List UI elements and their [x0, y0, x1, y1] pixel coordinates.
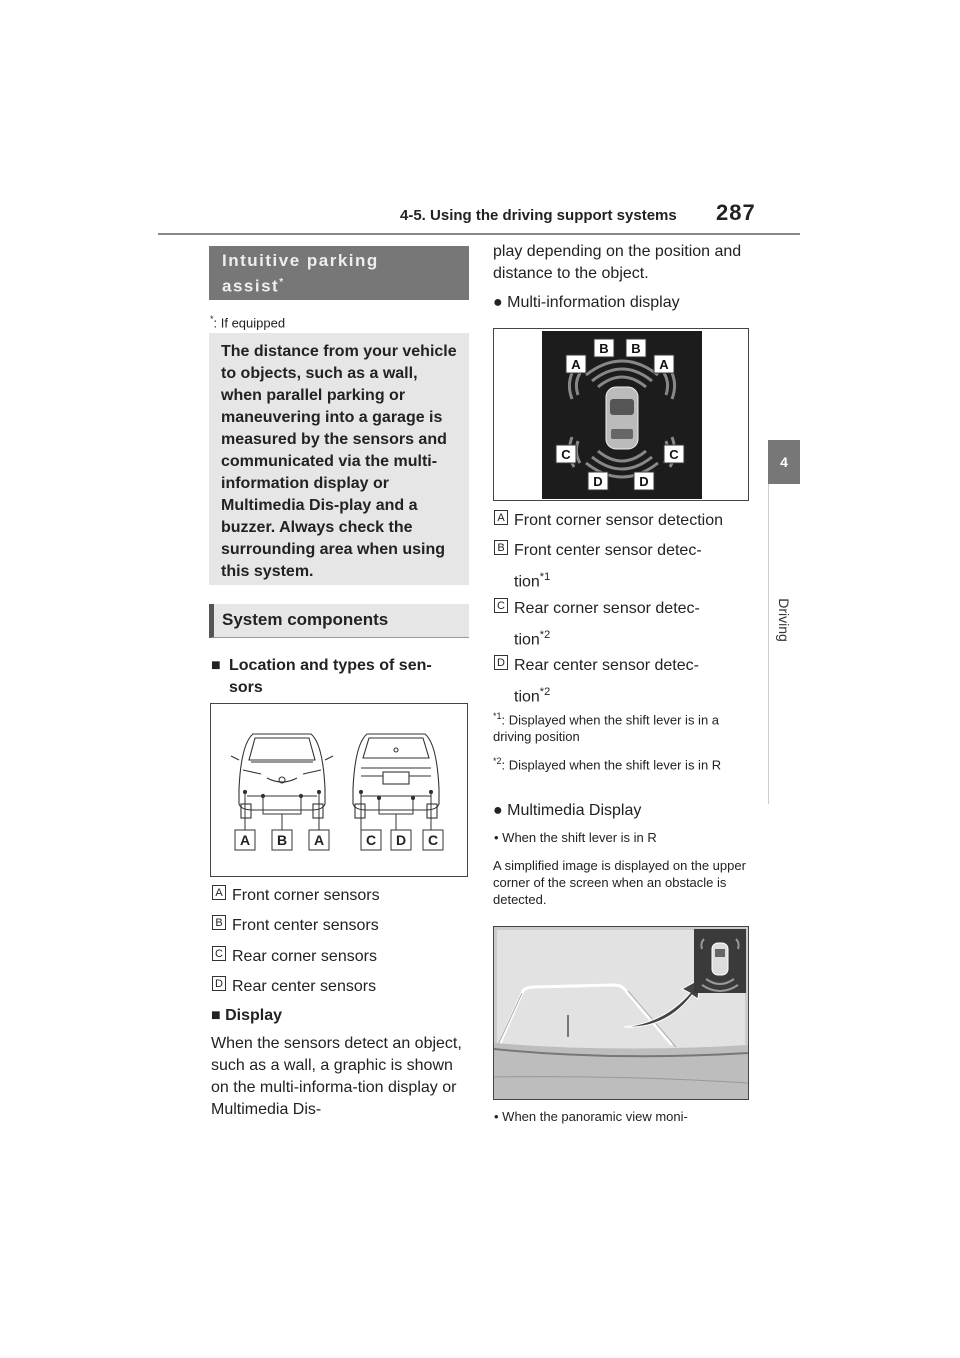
bullet-shift-r: • When the shift lever is in R: [494, 830, 657, 845]
mid-diagram: [494, 329, 748, 500]
equipped-footnote: *: If equipped: [210, 314, 286, 331]
system-components-heading: System components: [209, 604, 469, 638]
bullet-panoramic: • When the panoramic view moni-: [494, 1109, 688, 1124]
legend-item: D Rear center sensors: [212, 976, 376, 998]
intro-box: The distance from your vehicle to objects, such as a wall, when parallel parking or maneuvering into a garage is measured by the sensors and communicated via the multi-information display or Multimedia Dis-play and a buzzer. Always check the surrounding area when using this system.: [209, 333, 469, 585]
legend-item: B Front center sensors: [212, 915, 379, 937]
legend-item: A Front corner sensors: [212, 885, 380, 907]
display-text: When the sensors detect an object, such as a wall, a graphic is shown on the multi-informa-tion display or Multimedia Dis-: [211, 1035, 462, 1118]
display-label: C: [669, 447, 679, 462]
display-label: C: [561, 447, 571, 462]
page-number: 287: [716, 200, 756, 225]
footnote-2: $^{*2}$: Displayed when the shift lever is in R: [493, 756, 722, 773]
sensor-label: C: [365, 832, 377, 848]
chapter-tab: 4: [768, 440, 800, 484]
footnote-1: $^{*1}$: Displayed when the shift lever is in a driving position: [493, 711, 720, 745]
display-label: A: [659, 357, 669, 372]
legend-item: C Rear corner sensors: [212, 946, 377, 968]
sensor-label: B: [276, 832, 288, 848]
display-label: B: [631, 341, 641, 356]
simplified-text: A simplified image is displayed on the upper corner of the screen when an obstacle is detected.: [493, 858, 746, 907]
sensor-label: C: [427, 832, 439, 848]
multimedia-display-illustration: [493, 926, 749, 1100]
camera-view: [494, 927, 748, 1099]
header-rule: [158, 233, 800, 235]
section-title: 4-5. Using the driving support systems: [400, 207, 677, 224]
sensor-label: A: [313, 832, 325, 848]
display-heading: ■ Display: [211, 1007, 283, 1024]
mid-heading: ● Multi-information display: [493, 294, 680, 311]
section-heading: Intuitive parking assist*: [209, 246, 469, 300]
sensor-location-illustration: [210, 703, 468, 877]
chapter-label: Driving: [776, 598, 792, 642]
location-heading: ■ Location and types of sen-sors: [211, 657, 432, 696]
legend-item: B Front center sensor detec-tion$^{*1}$: [494, 540, 754, 595]
cars-diagram: [211, 704, 467, 876]
multimedia-heading: ● Multimedia Display: [493, 802, 642, 819]
display-label: A: [571, 357, 581, 372]
display-label: D: [593, 474, 603, 489]
legend-item: D Rear center sensor detec-tion$^{*2}$: [494, 655, 754, 710]
legend-item: A Front corner sensor detection: [494, 510, 754, 532]
sensor-label: A: [239, 832, 251, 848]
display-label: B: [599, 341, 609, 356]
sensor-label: D: [395, 832, 407, 848]
multi-info-display-illustration: [493, 328, 749, 501]
legend-item: C Rear corner sensor detec-tion$^{*2}$: [494, 598, 754, 653]
display-label: D: [639, 474, 649, 489]
display-text-cont: play depending on the position and distance to the object.: [493, 243, 742, 282]
